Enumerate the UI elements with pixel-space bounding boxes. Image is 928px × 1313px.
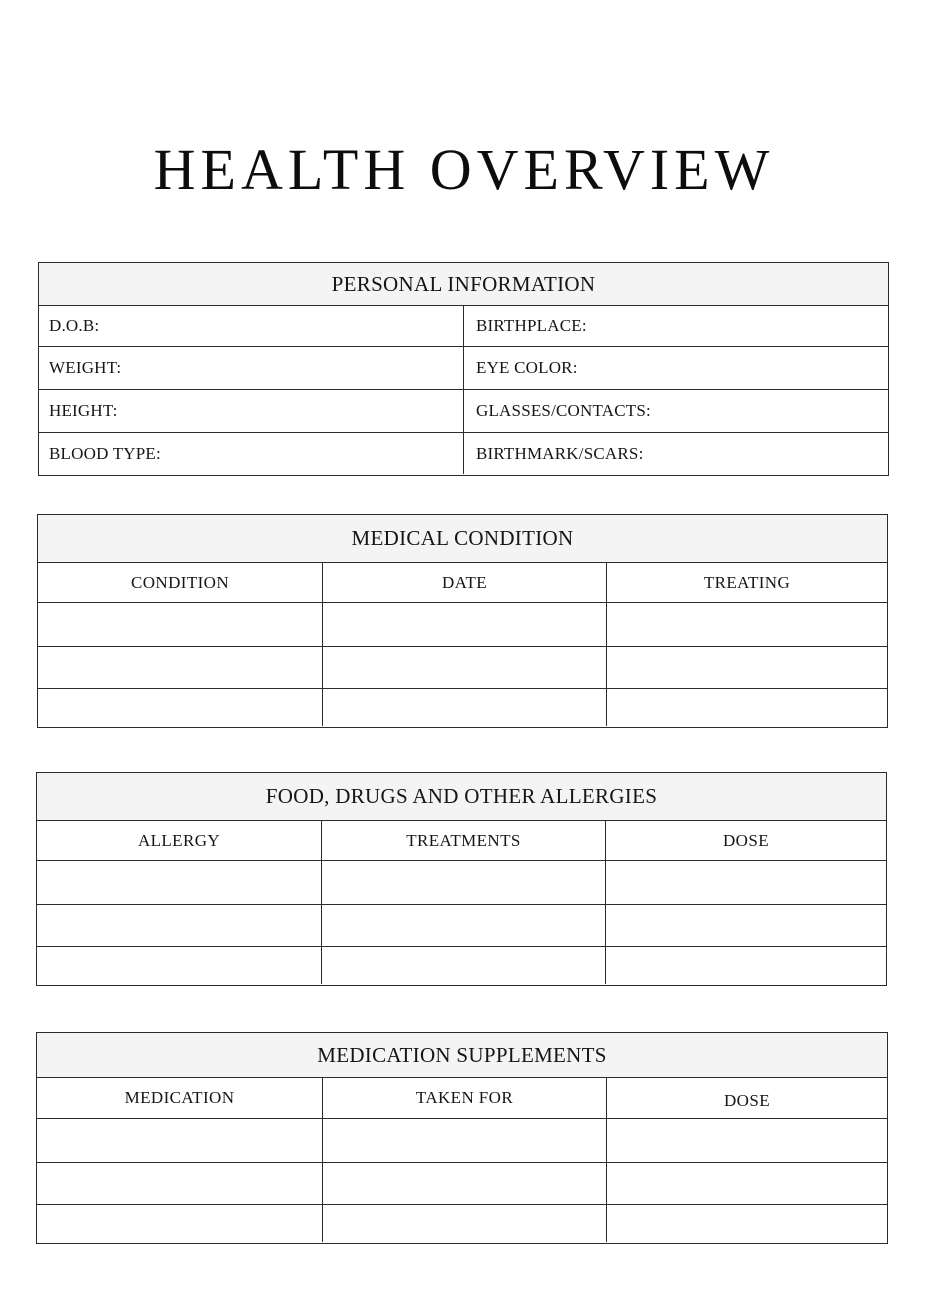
table-row: [37, 905, 886, 947]
medication-cell[interactable]: [37, 1205, 323, 1242]
column-header-dose: DOSE: [724, 1091, 770, 1110]
treatments-cell[interactable]: [322, 905, 606, 946]
treating-cell[interactable]: [607, 689, 887, 726]
medical-condition-section: [37, 514, 888, 728]
treating-cell[interactable]: [607, 647, 887, 688]
dob-label: D.O.B:: [49, 316, 100, 335]
table-row: [37, 1119, 887, 1163]
dose-cell[interactable]: [606, 947, 886, 984]
table-row: [37, 1205, 887, 1242]
treating-cell[interactable]: [607, 603, 887, 646]
date-cell[interactable]: [323, 647, 607, 688]
table-row: [38, 603, 887, 647]
column-header-dose: DOSE: [723, 830, 769, 850]
height-field[interactable]: [39, 390, 464, 432]
column-header-medication: MEDICATION: [37, 1078, 323, 1118]
medication-cell[interactable]: [37, 1163, 323, 1204]
table-row: [37, 947, 886, 984]
pi-row: [39, 433, 888, 474]
medication-supplements-header: MEDICATION SUPPLEMENTS: [37, 1033, 887, 1078]
eye-color-label: EYE COLOR:: [476, 358, 578, 377]
column-header-treating: TREATING: [703, 572, 791, 592]
dose-cell[interactable]: [606, 861, 886, 904]
allergy-cell[interactable]: [37, 947, 322, 984]
date-cell[interactable]: [323, 689, 607, 726]
treatments-cell[interactable]: [322, 947, 606, 984]
medical-condition-header: MEDICAL CONDITION: [38, 515, 887, 563]
personal-information-section: [38, 262, 889, 476]
dose-cell[interactable]: [607, 1205, 887, 1242]
treatments-cell[interactable]: [322, 861, 606, 904]
pi-row: [39, 347, 888, 390]
dose-cell[interactable]: [606, 905, 886, 946]
birthmark-scars-field[interactable]: [464, 433, 888, 474]
birthmark-scars-label: BIRTHMARK/SCARS:: [476, 443, 644, 463]
table-header-row: [38, 563, 887, 603]
glasses-contacts-field[interactable]: [464, 390, 888, 432]
dose-cell[interactable]: [607, 1163, 887, 1204]
medication-supplements-section: [36, 1032, 888, 1244]
medication-cell[interactable]: [37, 1119, 323, 1162]
eye-color-field[interactable]: [464, 347, 888, 389]
table-header-row: [37, 821, 886, 861]
glasses-contacts-label: GLASSES/CONTACTS:: [476, 401, 651, 420]
birthplace-label: BIRTHPLACE:: [476, 316, 587, 335]
table-row: [38, 689, 887, 726]
allergies-header: FOOD, DRUGS AND OTHER ALLERGIES: [37, 773, 886, 821]
personal-information-header: PERSONAL INFORMATION: [39, 263, 888, 306]
table-row: [38, 647, 887, 689]
dose-cell[interactable]: [607, 1119, 887, 1162]
pi-row: [39, 306, 888, 347]
height-label: HEIGHT:: [49, 401, 118, 420]
column-header-allergy: ALLERGY: [37, 821, 322, 860]
column-header-date: DATE: [323, 563, 607, 602]
pi-row: [39, 390, 888, 433]
blood-type-label: BLOOD TYPE:: [49, 443, 161, 463]
blood-type-field[interactable]: [39, 433, 464, 474]
column-header-condition: CONDITION: [38, 563, 323, 602]
allergies-section: [36, 772, 887, 986]
date-cell[interactable]: [323, 603, 607, 646]
column-header-treatments: TREATMENTS: [322, 821, 606, 860]
taken-for-cell[interactable]: [323, 1119, 607, 1162]
page-title: HEALTH OVERVIEW: [153, 137, 775, 202]
table-row: [37, 861, 886, 905]
birthplace-field[interactable]: [464, 306, 888, 346]
allergy-cell[interactable]: [37, 861, 322, 904]
dob-field[interactable]: [39, 306, 464, 346]
taken-for-cell[interactable]: [323, 1163, 607, 1204]
weight-field[interactable]: [39, 347, 464, 389]
condition-cell[interactable]: [38, 603, 323, 646]
taken-for-cell[interactable]: [323, 1205, 607, 1242]
column-header-taken-for: TAKEN FOR: [323, 1078, 607, 1118]
condition-cell[interactable]: [38, 647, 323, 688]
allergy-cell[interactable]: [37, 905, 322, 946]
table-row: [37, 1163, 887, 1205]
table-header-row: [37, 1078, 887, 1119]
weight-label: WEIGHT:: [49, 358, 122, 377]
condition-cell[interactable]: [38, 689, 323, 726]
